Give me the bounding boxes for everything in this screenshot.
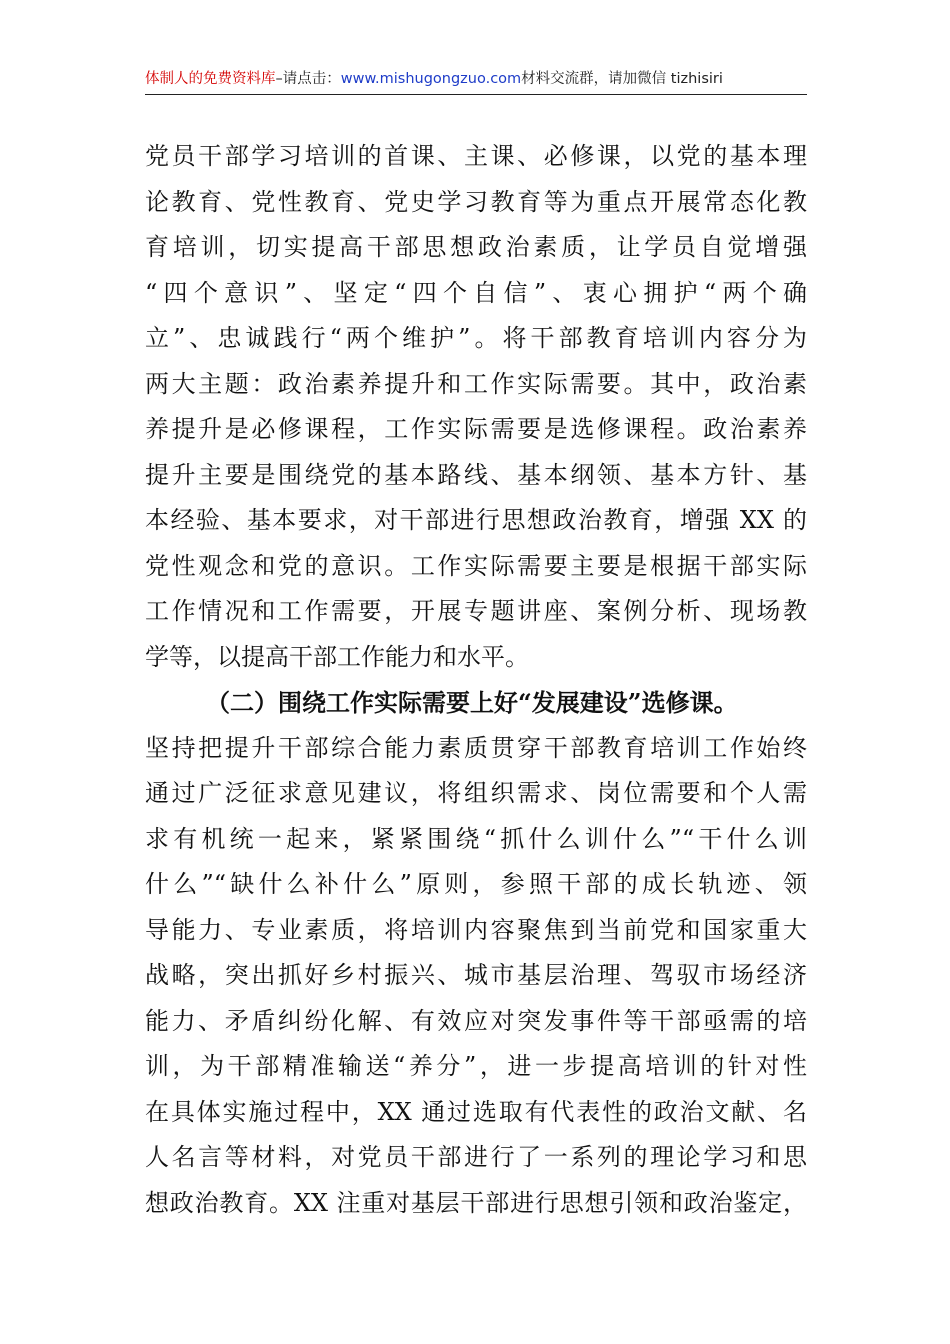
text-line: 本经验、基本要求，对干部进行思想政治教育，增强 XX 的 [145, 506, 807, 534]
text-line: 论教育、党性教育、党史学习教育等为重点开展常态化教 [145, 187, 807, 216]
text-line: 求有机统一起来，紧紧围绕“抓什么训什么”“干什么训 [145, 824, 807, 853]
text-line: 训，为干部精准输送“养分”，进一步提高培训的针对性 [145, 1052, 807, 1080]
text-line: 什么”“缺什么补什么”原则，参照干部的成长轨迹、领 [145, 870, 807, 898]
text-line: 育培训，切实提高干部思想政治素质，让学员自觉增强 [145, 233, 807, 261]
header-url-link[interactable]: www.mishugongzuo.com [340, 71, 522, 87]
text-line: 立”、忠诚践行“两个维护”。将干部教育培训内容分为 [145, 324, 807, 352]
text-line: 提升主要是围绕党的基本路线、基本纲领、基本方针、基 [145, 460, 807, 489]
text-line: 想政治教育。XX 注重对基层干部进行思想引领和政治鉴定， [145, 1188, 807, 1217]
text-line: 导能力、专业素质，将培训内容聚焦到当前党和国家重大 [145, 915, 807, 944]
text-line: 学等，以提高干部工作能力和水平。 [145, 642, 529, 671]
text-line: 坚持把提升干部综合能力素质贯穿干部教育培训工作始终 [145, 733, 807, 762]
header-prompt: –请点击： [275, 71, 341, 87]
text-line: 在具体实施过程中，XX 通过选取有代表性的政治文献、名 [145, 1097, 807, 1126]
text-line: 党性观念和党的意识。工作实际需要主要是根据干部实际 [145, 551, 807, 580]
text-line: 党员干部学习培训的首课、主课、必修课，以党的基本理 [145, 142, 807, 170]
text-line: 人名言等材料，对党员干部进行了一系列的理论学习和思 [145, 1143, 807, 1171]
header-contact: 材料交流群，请加微信 tizhisiri [521, 71, 723, 87]
section-subheading: （二）围绕工作实际需要上好“发展建设”选修课。 [206, 688, 738, 717]
text-line: 两大主题：政治素养提升和工作实际需要。其中，政治素 [145, 369, 807, 398]
text-line: 工作情况和工作需要，开展专题讲座、案例分析、现场教 [145, 597, 807, 625]
text-line: 通过广泛征求意见建议，将组织需求、岗位需要和个人需 [145, 779, 807, 807]
header-brand: 体制人的免费资料库 [145, 71, 276, 87]
document-body [145, 134, 807, 1226]
text-line: 养提升是必修课程，工作实际需要是选修课程。政治素养 [145, 415, 807, 443]
text-line: 战略，突出抓好乡村振兴、城市基层治理、驾驭市场经济 [145, 961, 807, 989]
text-line: 能力、矛盾纠纷化解、有效应对突发事件等干部亟需的培 [145, 1006, 807, 1035]
text-line: “四个意识”、坚定“四个自信”、衷心拥护“两个确 [145, 278, 807, 307]
page-header [145, 64, 807, 95]
